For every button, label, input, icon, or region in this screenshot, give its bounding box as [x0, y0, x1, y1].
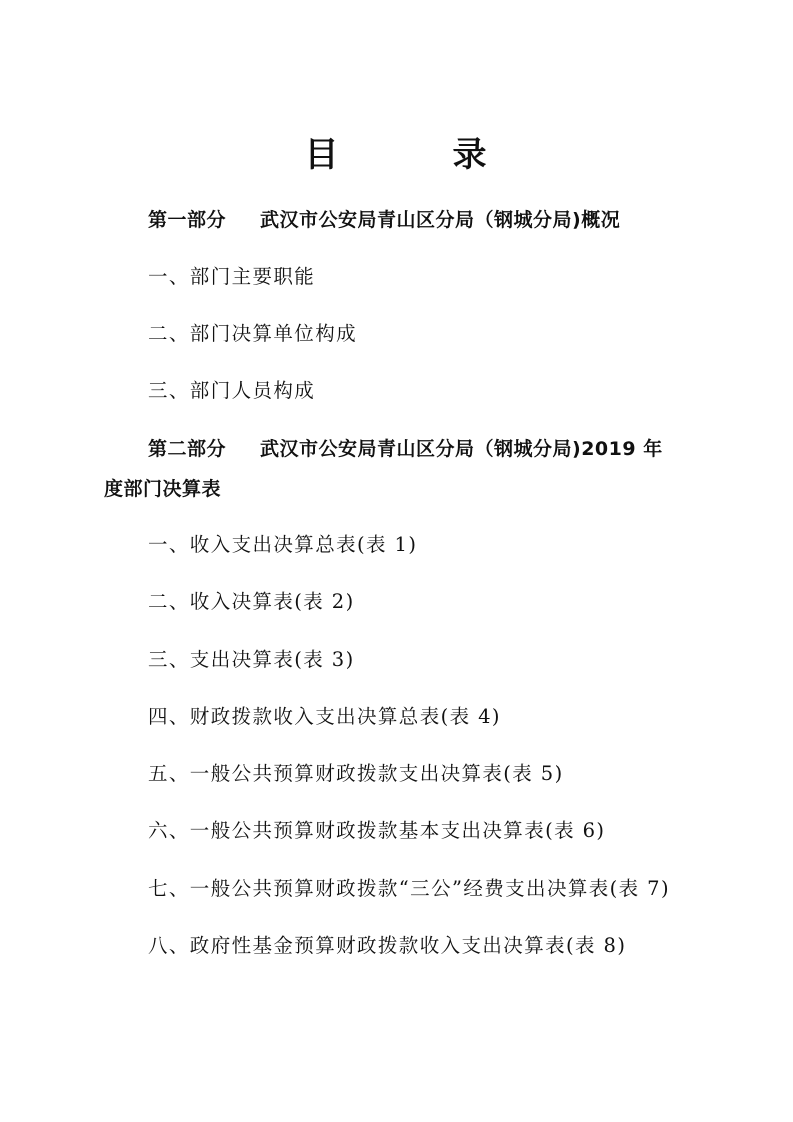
title-gap: [341, 133, 453, 177]
title-char-2: 录: [452, 135, 489, 175]
toc-item: 一、收入支出决算总表(表 1): [148, 533, 418, 556]
toc-item: 四、财政拨款收入支出决算总表(表 4): [148, 705, 501, 728]
part-2-name-continued: 度部门决算表: [104, 478, 222, 500]
page-title: [0, 133, 793, 177]
part-1-heading: [148, 206, 620, 234]
toc-item: 七、一般公共预算财政拨款“三公”经费支出决算表(表 7): [148, 877, 670, 900]
part-1-name: 武汉市公安局青山区分局（钢城分局)概况: [260, 209, 621, 231]
toc-item: 三、支出决算表(表 3): [148, 648, 355, 671]
part-1-label: 第一部分: [148, 209, 227, 231]
toc-item: 一、部门主要职能: [148, 265, 316, 288]
part-2-name: 武汉市公安局青山区分局（钢城分局)2019 年: [260, 438, 663, 460]
toc-item: 二、部门决算单位构成: [148, 322, 358, 345]
toc-item: 二、收入决算表(表 2): [148, 590, 355, 613]
toc-item: 六、一般公共预算财政拨款基本支出决算表(表 6): [148, 819, 606, 842]
title-char-1: 目: [304, 135, 341, 175]
toc-item: 五、一般公共预算财政拨款支出决算表(表 5): [148, 762, 564, 785]
part-2-label: 第二部分: [148, 438, 227, 460]
part-2-heading: [148, 435, 663, 463]
toc-item: 三、部门人员构成: [148, 379, 316, 402]
toc-item: 八、政府性基金预算财政拨款收入支出决算表(表 8): [148, 934, 627, 957]
